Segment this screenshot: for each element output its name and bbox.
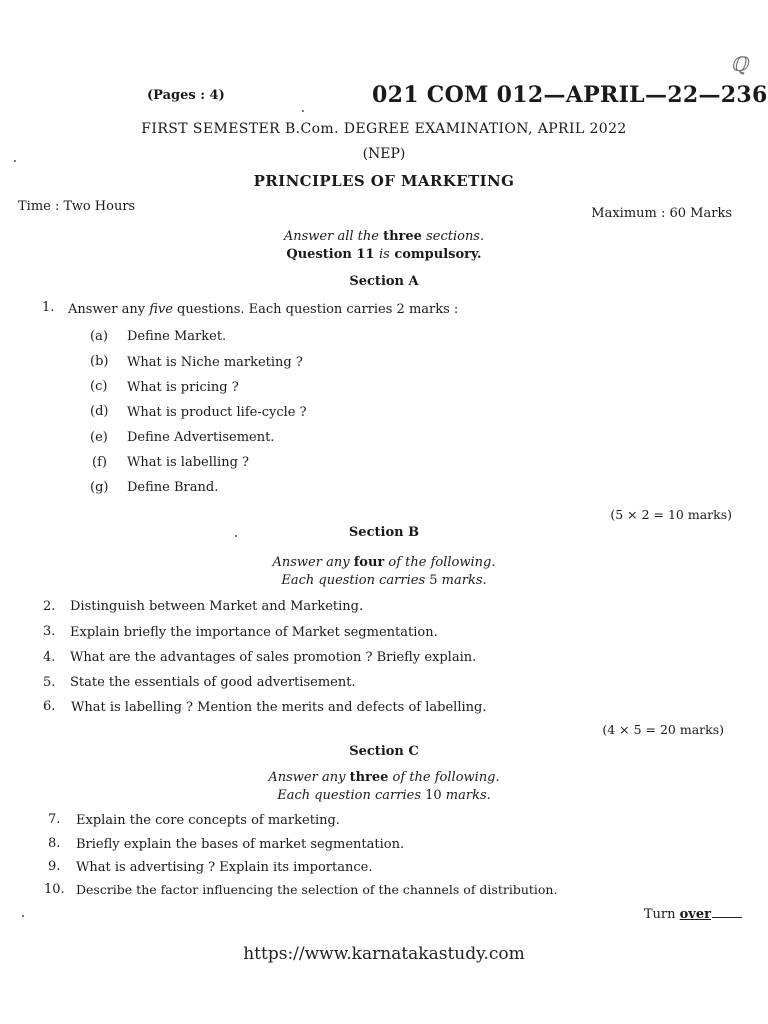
question-number: 2. bbox=[43, 599, 56, 614]
question-text: Describe the factor influencing the selection of the channels of distribution. bbox=[76, 882, 558, 897]
general-instruction-2 bbox=[0, 247, 768, 262]
section-b-instruction-2 bbox=[0, 573, 768, 588]
question-text: Briefly explain the bases of market segmentation. bbox=[76, 837, 405, 852]
question-text: What is labelling ? Mention the merits and defects of labelling. bbox=[71, 700, 487, 715]
question-number: 6. bbox=[43, 699, 56, 714]
over-text: over bbox=[679, 907, 711, 922]
question-text-emphasis: five bbox=[149, 302, 173, 317]
instruction-text: Question 11 bbox=[286, 247, 379, 262]
sub-question-label: (g) bbox=[90, 480, 109, 495]
question-number: 9. bbox=[48, 859, 61, 874]
sub-question-text: Define Advertisement. bbox=[127, 430, 275, 445]
question-text-part: Answer any bbox=[68, 302, 150, 317]
question-number: 7. bbox=[48, 812, 61, 827]
question-text: What is advertising ? Explain its importance. bbox=[76, 860, 373, 875]
general-instruction-1 bbox=[0, 229, 768, 244]
instruction-emphasis: 5 bbox=[429, 573, 438, 588]
scan-speck bbox=[302, 110, 304, 112]
question-number: 1. bbox=[42, 300, 55, 315]
instruction-text: Each question carries bbox=[277, 788, 426, 803]
question-text: Explain the core concepts of marketing. bbox=[76, 813, 340, 828]
instruction-emphasis: 10 bbox=[425, 788, 442, 803]
time-allowed: Time : Two Hours bbox=[18, 199, 136, 214]
section-b-title: Section B bbox=[348, 525, 420, 540]
page-count: (Pages : 4) bbox=[147, 88, 225, 103]
question-text: Explain briefly the importance of Market segmentation. bbox=[70, 625, 438, 640]
sub-question-text: What is labelling ? bbox=[127, 455, 249, 470]
instruction-text: Each question carries bbox=[281, 573, 430, 588]
instruction-text: Answer any bbox=[272, 555, 354, 570]
instruction-text: of the following. bbox=[388, 770, 500, 785]
scheme-label: (NEP) bbox=[362, 146, 406, 162]
scan-speck bbox=[22, 915, 24, 917]
question-number: 5. bbox=[43, 675, 56, 690]
question-text: What are the advantages of sales promotion ? Briefly explain. bbox=[70, 650, 477, 665]
section-c-instruction-1 bbox=[0, 770, 768, 785]
sub-question-label: (a) bbox=[90, 329, 108, 344]
instruction-text: marks. bbox=[441, 788, 491, 803]
sub-question-text: Define Brand. bbox=[127, 480, 219, 495]
sub-question-text: What is pricing ? bbox=[127, 380, 239, 395]
instruction-text: of the following. bbox=[384, 555, 496, 570]
sub-question-label: (f) bbox=[92, 455, 107, 470]
question-text-part: questions. Each question carries 2 marks : bbox=[172, 302, 459, 317]
paper-code: 021 COM 012—APRIL—22—236 bbox=[372, 82, 768, 108]
instruction-emphasis: three bbox=[383, 229, 422, 244]
instruction-text: sections. bbox=[421, 229, 485, 244]
exam-title: FIRST SEMESTER B.Com. DEGREE EXAMINATION, APRIL 2022 bbox=[141, 121, 627, 137]
instruction-emphasis: three bbox=[349, 770, 389, 785]
instruction-text: Answer all the bbox=[283, 229, 384, 244]
subject-title: PRINCIPLES OF MARKETING bbox=[253, 172, 515, 190]
question-number: 4. bbox=[43, 650, 56, 665]
instruction-text: marks. bbox=[437, 573, 487, 588]
section-b-instruction-1 bbox=[0, 555, 768, 570]
instruction-text: compulsory. bbox=[389, 247, 482, 262]
sub-question-text: What is product life-cycle ? bbox=[127, 405, 307, 420]
question-number: 3. bbox=[43, 624, 56, 639]
sub-question-text: Define Market. bbox=[127, 329, 227, 344]
section-c-title: Section C bbox=[349, 744, 419, 759]
instruction-emphasis: four bbox=[353, 555, 385, 570]
instruction-text: Answer any bbox=[268, 770, 350, 785]
scan-speck bbox=[235, 535, 237, 537]
question-number: 10. bbox=[44, 882, 65, 897]
turn-over-note bbox=[644, 907, 742, 922]
source-url: https://www.karnatakastudy.com bbox=[243, 944, 525, 964]
sub-question-label: (c) bbox=[90, 379, 108, 394]
question-text: State the essentials of good advertisement. bbox=[70, 675, 356, 690]
section-a-marks: (5 × 2 = 10 marks) bbox=[610, 507, 732, 522]
sub-question-label: (d) bbox=[90, 404, 109, 419]
turn-over-underline bbox=[712, 917, 742, 918]
section-c-instruction-2 bbox=[0, 788, 768, 803]
instruction-emphasis: is bbox=[378, 247, 390, 262]
sub-question-label: (e) bbox=[90, 430, 108, 445]
sub-question-label: (b) bbox=[90, 354, 109, 369]
question-text bbox=[68, 302, 458, 317]
maximum-marks: Maximum : 60 Marks bbox=[591, 206, 732, 221]
question-number: 8. bbox=[48, 836, 61, 851]
section-b-marks: (4 × 5 = 20 marks) bbox=[602, 722, 724, 737]
section-a-title: Section A bbox=[349, 274, 419, 289]
question-text: Distinguish between Market and Marketing. bbox=[70, 599, 364, 614]
corner-handwritten-mark: ℚ bbox=[730, 52, 748, 76]
scan-speck bbox=[14, 160, 16, 162]
turn-text: Turn bbox=[643, 907, 680, 922]
sub-question-text: What is Niche marketing ? bbox=[127, 355, 303, 370]
